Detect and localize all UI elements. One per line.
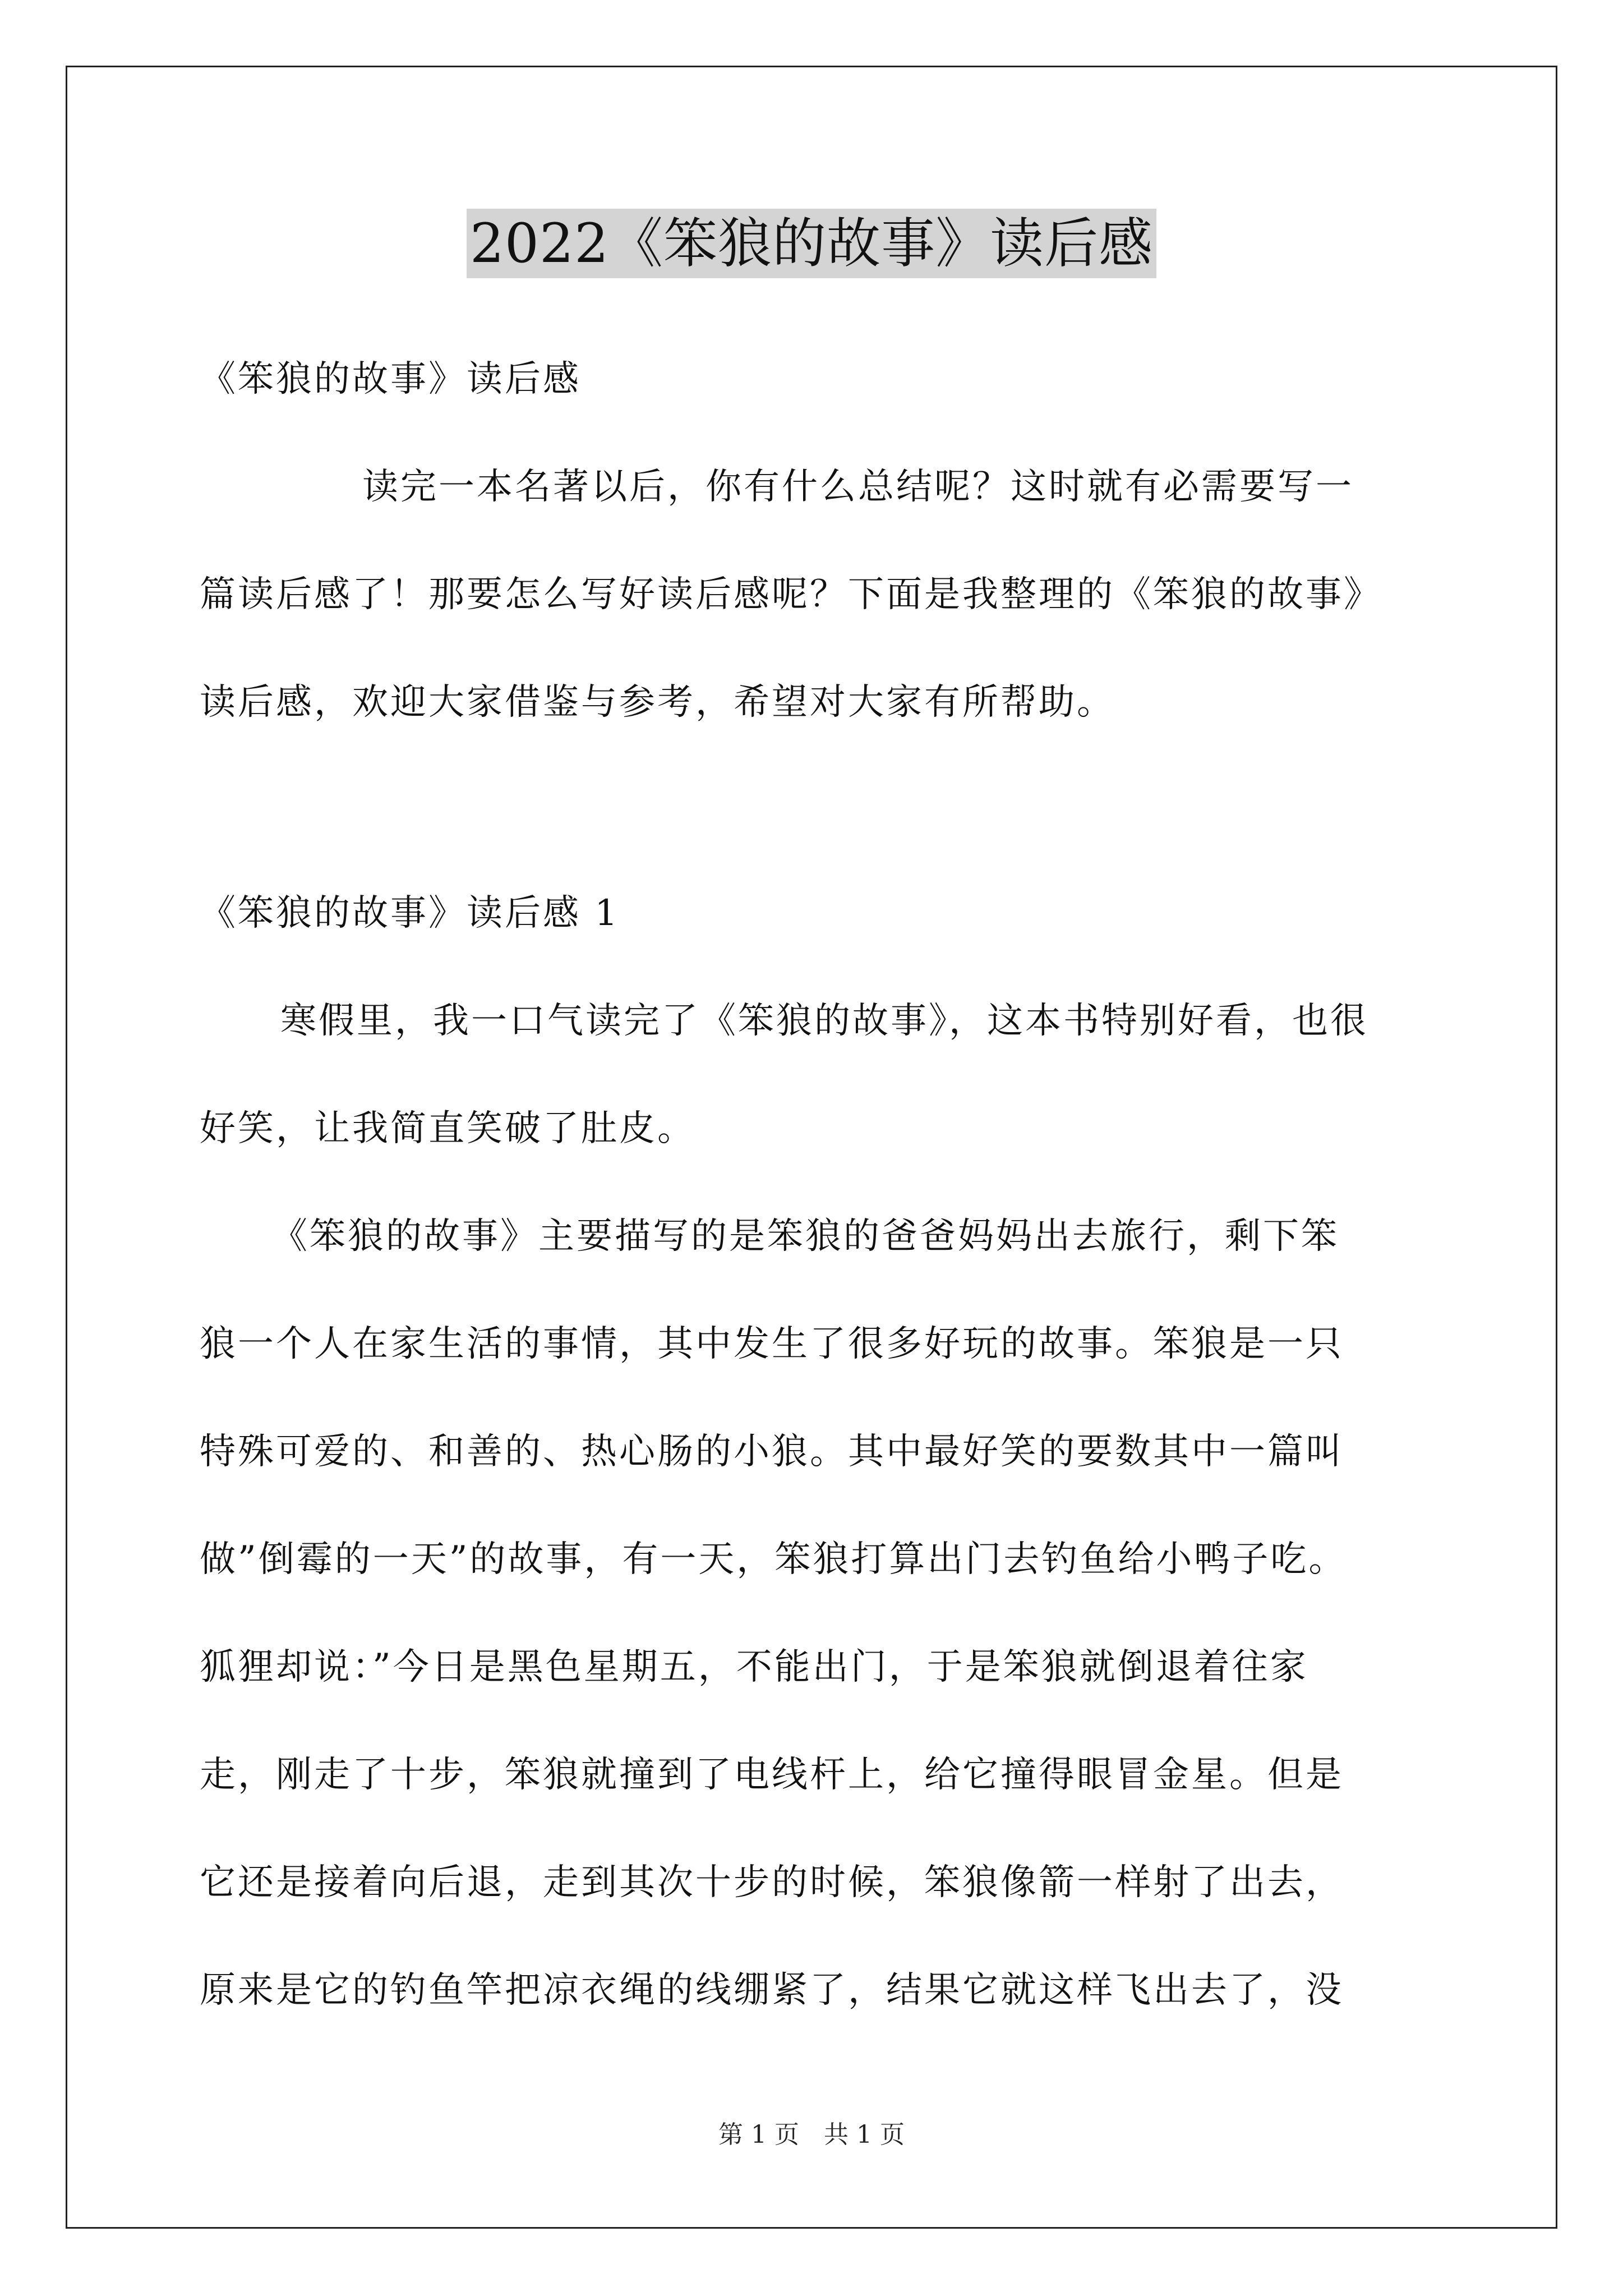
paragraph2-line-2: 狼一个人在家生活的事情，其中发生了很多好玩的故事。笨狼是一只 — [200, 1323, 1344, 1365]
intro-line-1: 读完一本名著以后，你有什么总结呢？这时就有必需要写一 — [362, 466, 1354, 508]
page-footer: 第 1 页 共 1 页 — [718, 2120, 905, 2149]
paragraph2-line-6: 走，刚走了十步，笨狼就撞到了电线杆上，给它撞得眼冒金星。但是 — [200, 1754, 1344, 1796]
paragraph2-line-3: 特殊可爱的、和善的、热心肠的小狼。其中最好笑的要数其中一篇叫 — [200, 1431, 1344, 1473]
paragraph2-line-7: 它还是接着向后退，走到其次十步的时候，笨狼像箭一样射了出去， — [200, 1862, 1344, 1903]
paragraph1-line-2: 好笑，让我简直笑破了肚皮。 — [200, 1108, 695, 1149]
title-container — [0, 209, 1623, 278]
paragraph2-line-1: 《笨狼的故事》主要描写的是笨狼的爸爸妈妈出去旅行，剩下笨 — [271, 1216, 1339, 1257]
paragraph2-line-5: 狐狸却说：”今日是黑色星期五，不能出门，于是笨狼就倒退着往家 — [200, 1646, 1308, 1688]
document-subtitle: 《笨狼的故事》读后感 — [200, 358, 581, 400]
document-title: 2022《笨狼的故事》读后感 — [467, 209, 1156, 278]
paragraph2-line-8: 原来是它的钓鱼竿把凉衣绳的线绷紧了，结果它就这样飞出去了，没 — [200, 1970, 1344, 2011]
section-heading: 《笨狼的故事》读后感 1 — [200, 892, 620, 934]
paragraph2-line-4: 做”倒霉的一天”的故事，有一天，笨狼打算出门去钓鱼给小鸭子吃。 — [200, 1539, 1347, 1580]
intro-line-2: 篇读后感了！那要怎么写好读后感呢？下面是我整理的《笨狼的故事》 — [200, 574, 1382, 615]
paragraph1-line-1: 寒假里，我一口气读完了《笨狼的故事》，这本书特别好看，也很 — [280, 1000, 1368, 1042]
intro-line-3: 读后感，欢迎大家借鉴与参考，希望对大家有所帮助。 — [200, 682, 1115, 723]
